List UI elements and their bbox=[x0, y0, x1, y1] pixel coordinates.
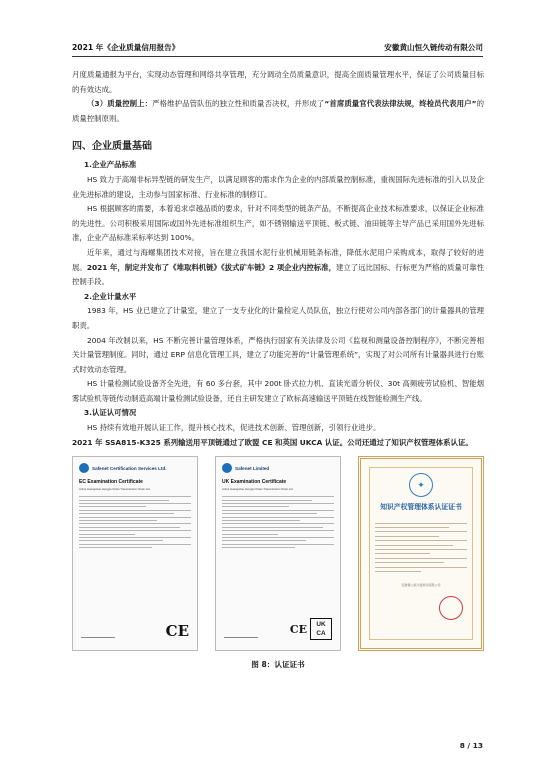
paragraph-certification-1: HS 持续有效地开展认证工作，提升核心技术，促进技术创新、管理创新，引领行业进步。 bbox=[87, 423, 381, 433]
item-label: 质量控制上： bbox=[107, 99, 153, 109]
certificate-holder: 安徽黄山恒久链传动有限公司 bbox=[401, 583, 441, 588]
ukca-mark-bottom: CA bbox=[316, 630, 326, 638]
item-quote: “首席质量官代表法律法规，终检员代表用户” bbox=[324, 99, 477, 109]
certificate-body-text bbox=[73, 492, 197, 553]
section-title: 四、企业质量基础 bbox=[72, 141, 152, 153]
paragraph-standards-2: HS 根据顾客的需要，本着追求卓越品质的要求，针对不同类型的链条产品，不断提高企业技术标准要求，以保证企业标准的先进性。公司积极采用国际或国外先进标准组织生产，如不锈钢输送平顶链、板式链、油田链等主导产品已采用国外先进标准，企业产品标准采标率达到 100%。 bbox=[72, 204, 484, 243]
paragraph-continuation: 月度质量通报为平台，实现动态管理和网络共享管理，充分调动全员质量意识，提高全面质量管理水平，保证了公司质量目标的有效达成。 bbox=[72, 70, 484, 94]
certificate-issuer: Safenet Certification Services Ltd. bbox=[92, 465, 167, 471]
paragraph-quality-control bbox=[72, 97, 484, 126]
paragraph-metrology-1: 1983 年，HS 业已建立了计量室，建立了一支专业化的计量检定人员队伍，独立行使对公司内部各部门的计量器具的管理职责。 bbox=[72, 306, 484, 330]
ukca-mark-top: UK bbox=[316, 621, 326, 629]
certificate-title: EC Examination Certificate bbox=[79, 479, 143, 486]
ip-management-certificate bbox=[358, 456, 484, 651]
safenet-logo-icon bbox=[79, 463, 89, 473]
certification-emblem-icon: ✦ bbox=[409, 473, 433, 497]
standards-text: 近年来，通过与海螺集团技术对接，旨在建立我国水泥行业机械用链条标准，降低水泥用户采购成本，取得了较好的进展。 bbox=[72, 247, 484, 272]
certificate-images bbox=[72, 456, 484, 651]
safenet-logo-icon bbox=[222, 463, 232, 473]
certificate-holder: Anhui Huangshan Hengjiu Chain Transmission Chain Ltd. bbox=[79, 487, 151, 492]
certificate-issuer: Safenet Limited bbox=[235, 465, 270, 471]
header-report-title: 2021 年《企业质量信用报告》 bbox=[72, 42, 180, 52]
ce-certificate bbox=[72, 456, 198, 651]
paragraph-standards-1: HS 致力于高端非标异型链的研发生产，以满足顾客的需求作为企业的内部质量控制标准，重视国际先进标准的引入以及企业先进标准的建设，主动参与国家标准、行业标准的制修订。 bbox=[72, 174, 484, 199]
header-company-name: 安徽黄山恒久链传动有限公司 bbox=[384, 42, 483, 52]
signature bbox=[224, 637, 258, 638]
subsection-title-certification: 3.认证认可情况 bbox=[84, 408, 137, 418]
page-content bbox=[72, 68, 484, 670]
certificate-title: 知识产权管理体系认证证书 bbox=[380, 504, 462, 512]
figure-caption: 图 8：认证证书 bbox=[251, 660, 305, 670]
page-header bbox=[72, 40, 483, 54]
item-text-end: 的质量控制原则。 bbox=[72, 99, 484, 123]
paragraph-certification-2: 2021 年 SSA815-K325 系列输送用平顶链通过了欧盟 CE 和英国 UKCA 认证。公司还通过了知识产权管理体系认证。 bbox=[72, 437, 473, 447]
page-number: 8 / 13 bbox=[459, 741, 483, 750]
item-text: 严格维护品管队伍的独立性和质量否决权，并形成了 bbox=[152, 99, 325, 109]
paragraph-standards-3 bbox=[72, 246, 484, 290]
ce-mark: CE bbox=[289, 622, 307, 636]
certification-marks bbox=[166, 622, 189, 640]
safenet-logo bbox=[216, 457, 340, 475]
safenet-logo bbox=[73, 457, 197, 475]
header-divider bbox=[72, 56, 483, 57]
certification-marks bbox=[290, 618, 332, 640]
ukca-certificate bbox=[215, 456, 341, 651]
subsection-title-standards: 1.企业产品标准 bbox=[84, 160, 137, 170]
paragraph-metrology-2: 2004 年改制以来，HS 不断完善计量管理体系，严格执行国家有关法律及公司《监视和测量设备控制程序》，不断完善相关计量管理制度。同时，通过 ERP 信息化管理工具，建立了功能完善的“计量管理系统”，实现了对公司所有计量器具进行台账式时效动态管理。 bbox=[72, 335, 484, 374]
certificate-title: UK Examination Certificate bbox=[222, 479, 287, 486]
ukca-mark bbox=[310, 618, 332, 640]
paragraph-metrology-3: HS 计量检测试验设备齐全先进，有 60 多台套，其中 200t 卧式拉力机、直读光谱分析仪、30t 高频疲劳试验机、智能烟雾试验机等链传动制造高端计量检测试验设备，还自主研发建立了欧标高速输送平顶链在线智能检测生产线。 bbox=[72, 379, 484, 403]
standards-highlight: 2021 年，制定并发布了《堆取料机链》《拔式矿车链》2 项企业内控标准， bbox=[86, 262, 336, 272]
certificate-holder: Anhui Huangshan Hengjiu Chain Transmission Chain Ltd. bbox=[222, 487, 294, 492]
subsection-title-metrology: 2.企业计量水平 bbox=[84, 291, 137, 301]
certificate-body-text bbox=[216, 492, 340, 553]
standards-text-end: 建立了远比国标、行标更为严格的质量可靠性控制手段。 bbox=[72, 262, 484, 287]
signature bbox=[81, 637, 115, 638]
item-number: （3） bbox=[87, 99, 108, 109]
ce-mark: CE bbox=[165, 622, 189, 641]
